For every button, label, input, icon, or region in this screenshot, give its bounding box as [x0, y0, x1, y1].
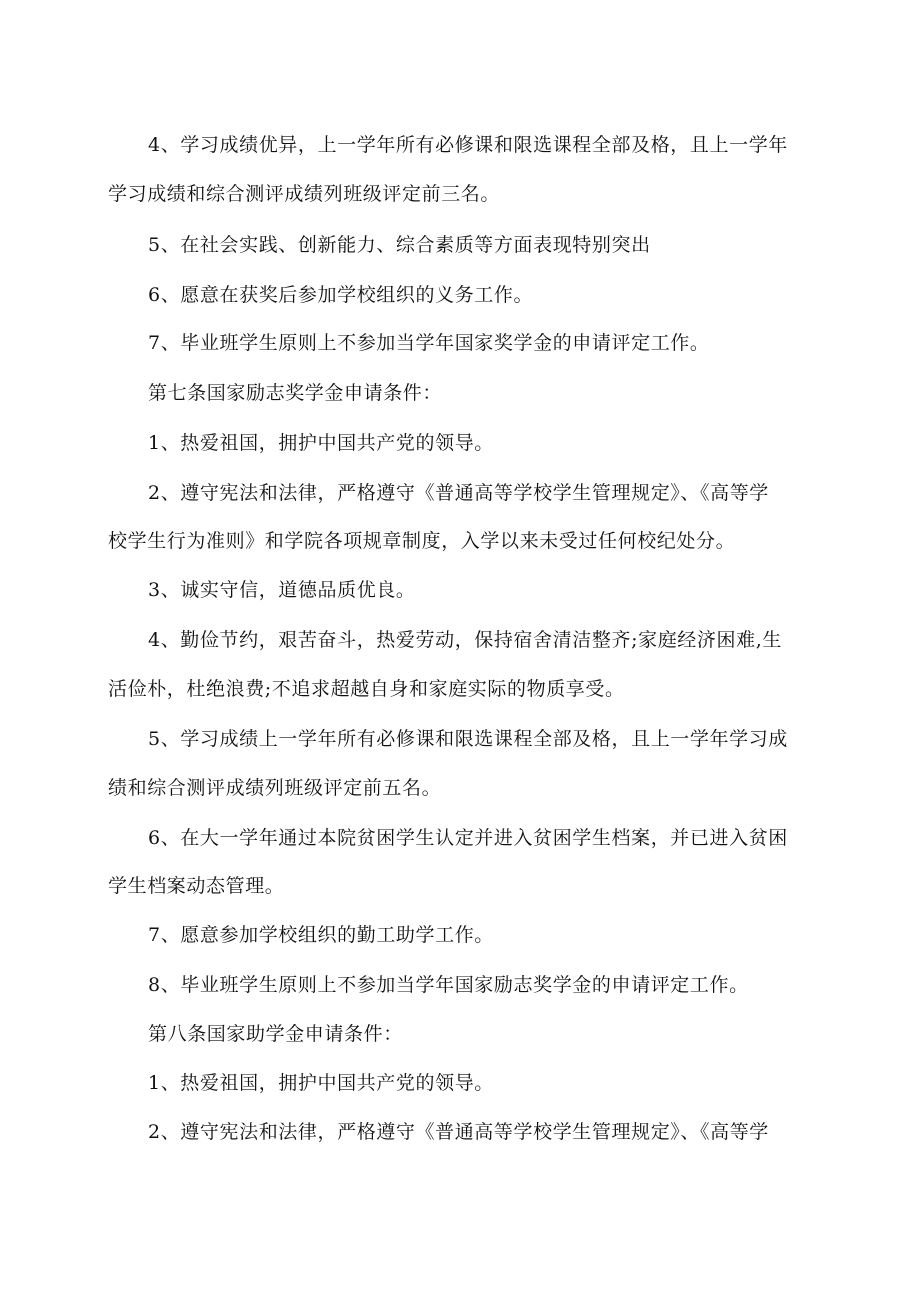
text-line: 6、愿意在获奖后参加学校组织的义务工作。 [148, 284, 534, 306]
text-line: 7、愿意参加学校组织的勤工助学工作。 [148, 924, 494, 946]
text-line: 4、勤俭节约，艰苦奋斗，热爱劳动，保持宿舍清洁整齐;家庭经济困难,生 [148, 629, 782, 651]
text-line: 活俭朴，杜绝浪费;不追求超越自身和家庭实际的物质享受。 [108, 678, 625, 700]
text-line: 2、遵守宪法和法律，严格遵守《普通高等学校学生管理规定》、《高等学 [148, 482, 769, 504]
text-line: 绩和综合测评成绩列班级评定前五名。 [108, 777, 442, 799]
text-line: 学生档案动态管理。 [108, 875, 285, 897]
text-line: 2、遵守宪法和法律，严格遵守《普通高等学校学生管理规定》、《高等学 [148, 1121, 769, 1143]
text-line: 3、诚实守信，道德品质优良。 [148, 579, 416, 601]
text-line: 1、热爱祖国，拥护中国共产党的领导。 [148, 432, 494, 454]
text-line: 8、毕业班学生原则上不参加当学年国家励志奖学金的申请评定工作。 [148, 974, 749, 996]
text-line: 1、热爱祖国，拥护中国共产党的领导。 [148, 1072, 494, 1094]
section-heading: 第七条国家励志奖学金申请条件： [148, 382, 443, 404]
text-line: 5、在社会实践、创新能力、综合素质等方面表现特别突出 [148, 234, 651, 256]
text-line: 校学生行为准则》和学院各项规章制度，入学以来未受过任何校纪处分。 [108, 530, 736, 552]
text-line: 学习成绩和综合测评成绩列班级评定前三名。 [108, 183, 501, 205]
text-line: 7、毕业班学生原则上不参加当学年国家奖学金的申请评定工作。 [148, 332, 710, 354]
text-line: 5、学习成绩上一学年所有必修课和限选课程全部及格，且上一学年学习成 [148, 728, 788, 750]
text-line: 4、学习成绩优异，上一学年所有必修课和限选课程全部及格，且上一学年 [148, 134, 788, 156]
section-heading: 第八条国家助学金申请条件： [148, 1023, 403, 1045]
text-line: 6、在大一学年通过本院贫困学生认定并进入贫困学生档案，并已进入贫困 [148, 827, 788, 849]
